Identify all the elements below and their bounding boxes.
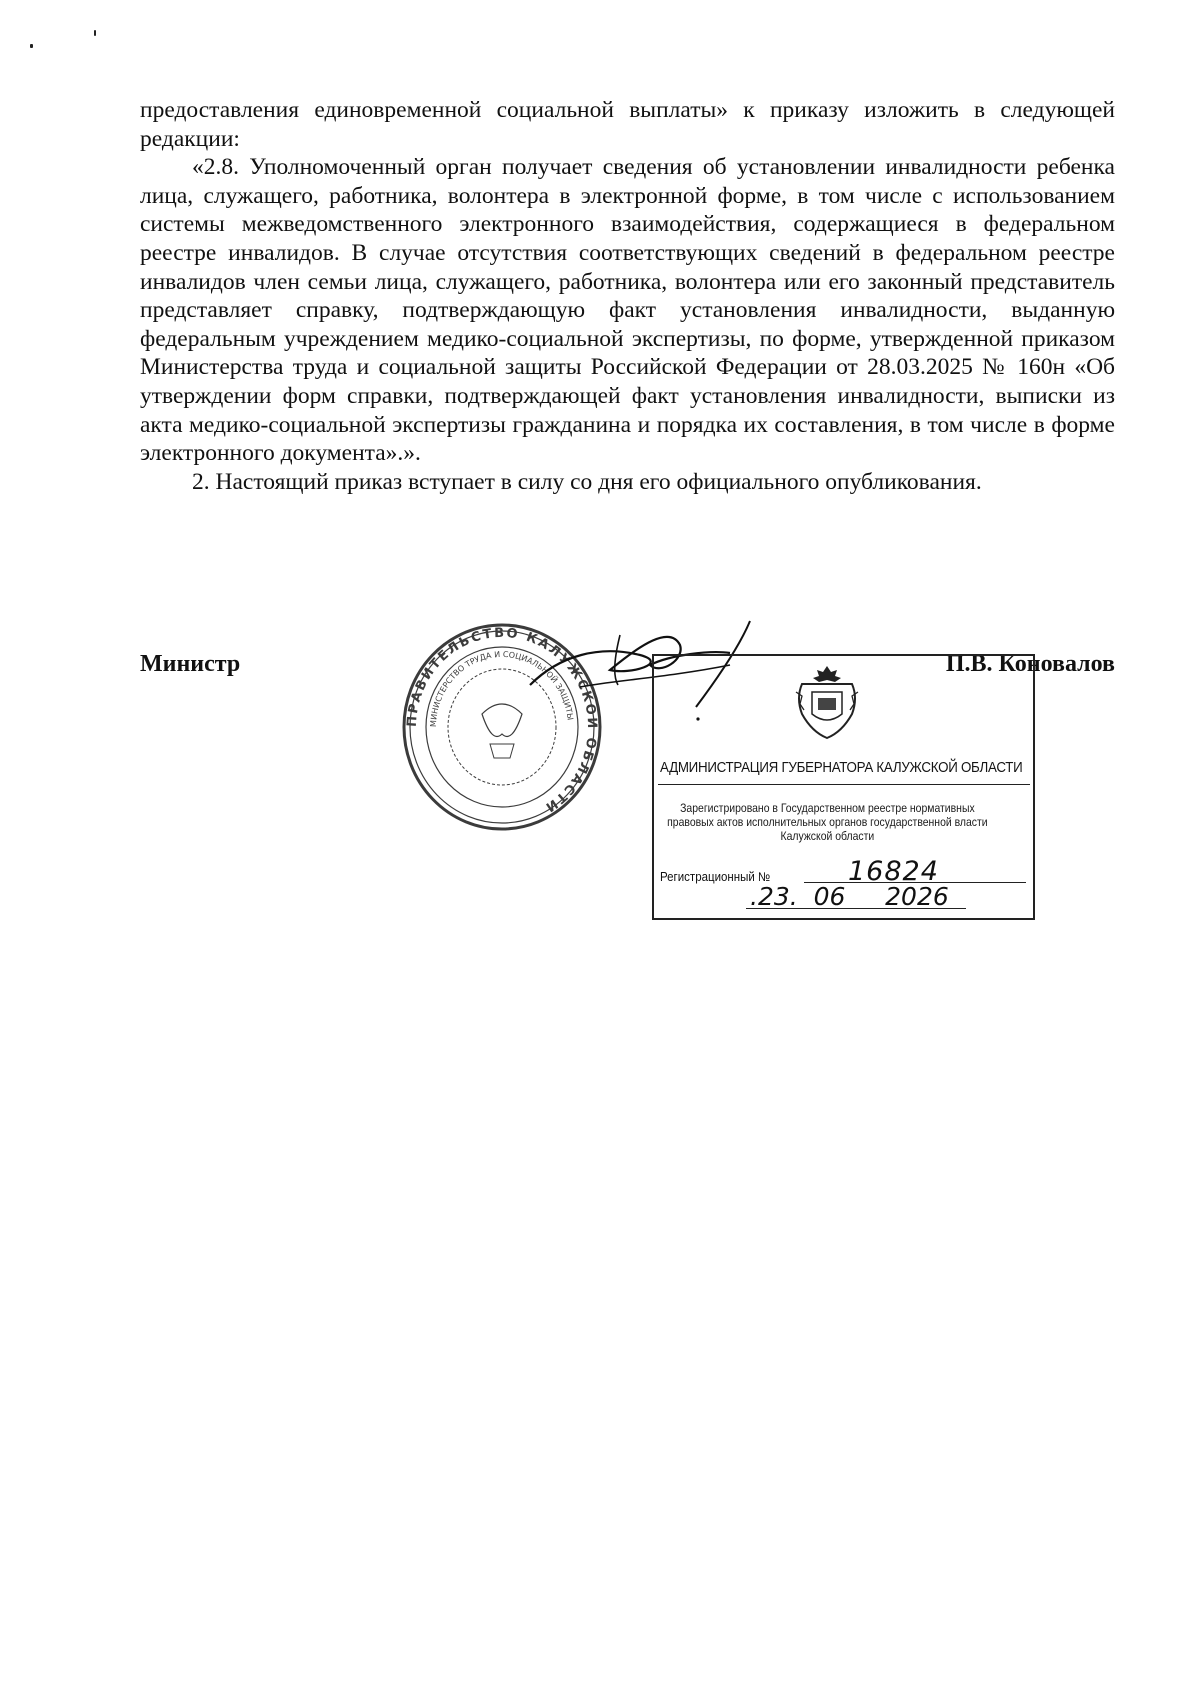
seal-outer-text: ПРАВИТЕЛЬСТВО КАЛУЖСКОЙ ОБЛАСТИ bbox=[404, 625, 600, 816]
seal-inner-text: МИНИСТЕРСТВО ТРУДА И СОЦИАЛЬНОЙ ЗАЩИТЫ bbox=[428, 649, 575, 728]
registration-number-value: 16824 bbox=[848, 856, 939, 887]
registration-stamp bbox=[652, 654, 1035, 920]
scan-speck bbox=[94, 30, 96, 36]
stamp-header: АДМИНИСТРАЦИЯ ГУБЕРНАТОРА КАЛУЖСКОЙ ОБЛАСТИ bbox=[660, 760, 1023, 776]
signatory-name: П.В. Коновалов bbox=[945, 651, 1115, 677]
paragraph-continuation: предоставления единовременной социальной выплаты» к приказу изложить в следующей редакции: bbox=[140, 97, 1115, 152]
stamp-description: Зарегистрировано в Государственном реестре нормативных правовых актов исполнительных органов государственной власти Калужской области bbox=[667, 802, 988, 843]
stamp-divider bbox=[658, 784, 1030, 785]
paragraph-clause-2-8: «2.8. Уполномоченный орган получает сведения об установлении инвалидности ребенка лица, служащего, работника, волонтера в электронной форме, в том числе с использованием системы межведомственного электронного взаимодействия, содержащиеся в федеральном реестре инвалидов. В случае отсутствия соответствующих сведений в федеральном реестре инвалидов член семьи лица, служащего, работника, волонтера или его законный представитель представляет справку, подтверждающую факт установления инвалидности, выданную федеральным учреждением медико-социальной экспертизы, по форме, утвержденной приказом Министерства труда и социальной защиты Российской Федерации от 28.03.2025 № 160н «Об утверждении форм справки, подтверждающей факт установления инвалидности, выписки из акта медико-социальной экспертизы гражданина и порядка их составления, в том числе в форме электронного документа».». bbox=[140, 154, 1115, 467]
coat-of-arms-icon bbox=[792, 662, 862, 742]
document-body bbox=[140, 96, 1115, 496]
paragraph-effective-date: 2. Настоящий приказ вступает в силу со дня его официального опубликования. bbox=[192, 468, 982, 495]
registration-number-label: Регистрационный № bbox=[660, 870, 771, 884]
scan-speck bbox=[30, 44, 33, 48]
registration-date-value: .23. 06 2026 bbox=[750, 882, 949, 911]
signatory-title: Министр bbox=[140, 651, 241, 677]
